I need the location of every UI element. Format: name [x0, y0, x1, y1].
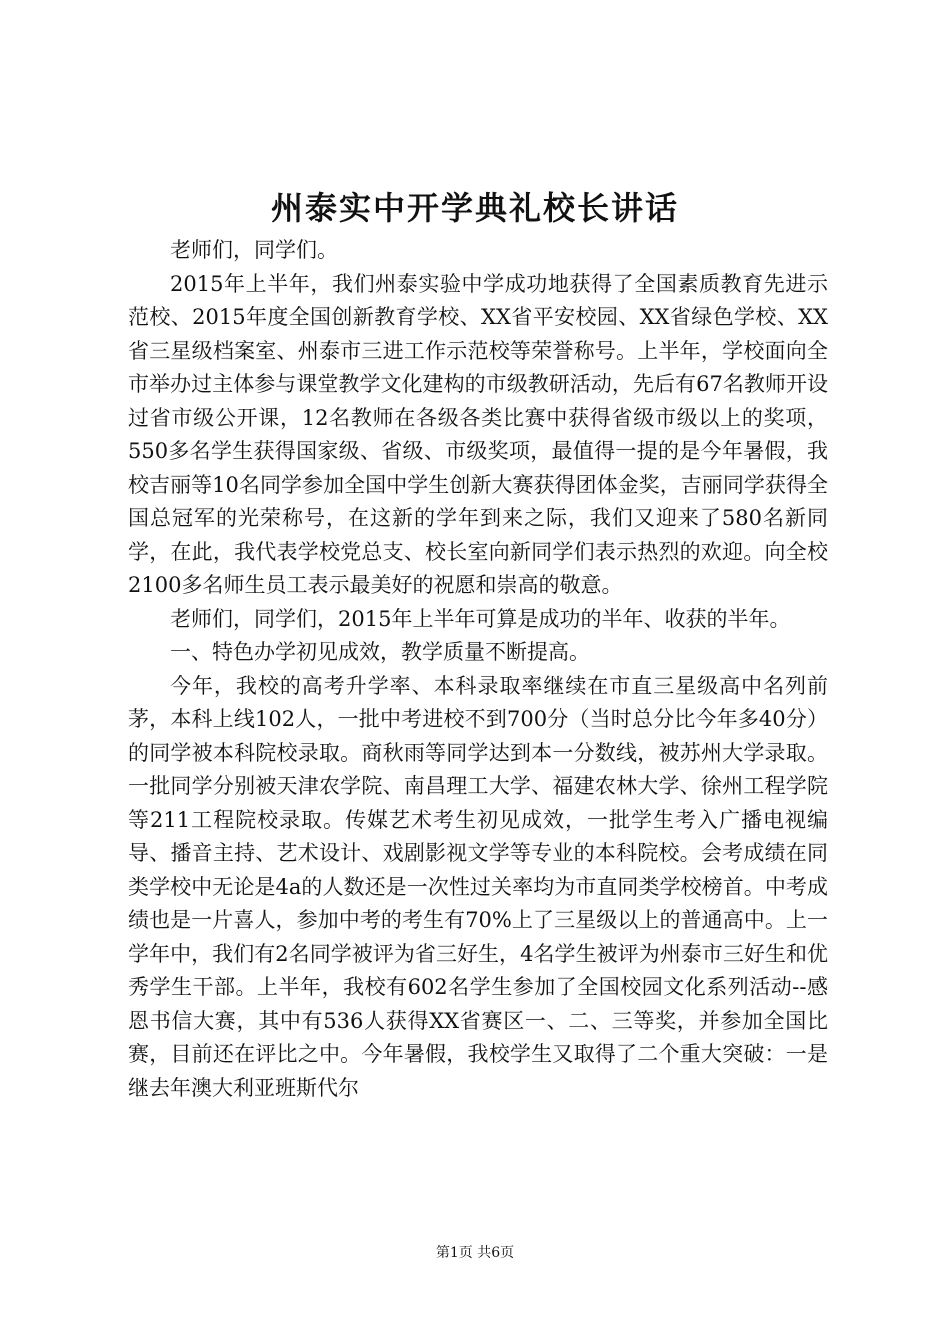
- paragraph-summary: 老师们，同学们，2015年上半年可算是成功的半年、收获的半年。: [170, 606, 791, 631]
- paragraph-exam-results: 今年，我校的高考升学率、本科录取率继续在市直三星级高中名列前茅，本科上线102人，一批中考进校不到700分（当时总分比今年多40分）的同学被本科院校录取。商秋雨等同学达到本一分数线，被苏州大学录取。一批同学分别被天津农学院、南昌理工大学、福建农林大学、徐州工程学院等211工程院校录取。传媒艺术考生初见成效，一批学生考入广播电视编导、播音主持、艺术设计、戏剧影视文学等专业的本科院校。会考成绩在同类学校中无论是4a的人数还是一次性过关率均为市直同类学校榜首。中考成绩也是一片喜人，参加中考的考生有70%上了三星级以上的普通高中。上一学年中，我们有2名同学被评为省三好生，4名学生被评为州泰市三好生和优秀学生干部。上半年，我校有602名学生参加了全国校园文化系列活动--感恩书信大赛，其中有536人获得XX省赛区一、二、三等奖，并参加全国比赛，目前还在评比之中。今年暑假，我校学生又取得了二个重大突破：一是继去年澳大利亚班斯代尔: [128, 673, 828, 1100]
- paragraph-greeting: 老师们，同学们。: [170, 238, 338, 262]
- page-number-footer: 第1页 共6页: [435, 1245, 515, 1261]
- document-body: [128, 234, 828, 1105]
- paragraph-achievements: 2015年上半年，我们州泰实验中学成功地获得了全国素质教育先进示范校、2015年度全国创新教育学校、XX省平安校园、XX省绿色学校、XX省三星级档案室、州泰市三进工作示范校等荣誉称号。上半年，学校面向全市举办过主体参与课堂教学文化建构的市级教研活动，先后有67名教师开设过省市级公开课，12名教师在各级各类比赛中获得省级市级以上的奖项，550多名学生获得国家级、省级、市级奖项，最值得一提的是今年暑假，我校吉丽等10名同学参加全国中学生创新大赛获得团体金奖，吉丽同学获得全国总冠军的光荣称号，在这新的学年到来之际，我们又迎来了580名新同学，在此，我代表学校党总支、校长室向新同学们表示热烈的欢迎。向全校2100多名师生员工表示最美好的祝愿和崇高的敬意。: [128, 271, 828, 597]
- section-heading-one: 一、特色办学初见成效，教学质量不断提高。: [170, 640, 590, 664]
- document-title: 州泰实中开学典礼校长讲话: [270, 189, 679, 227]
